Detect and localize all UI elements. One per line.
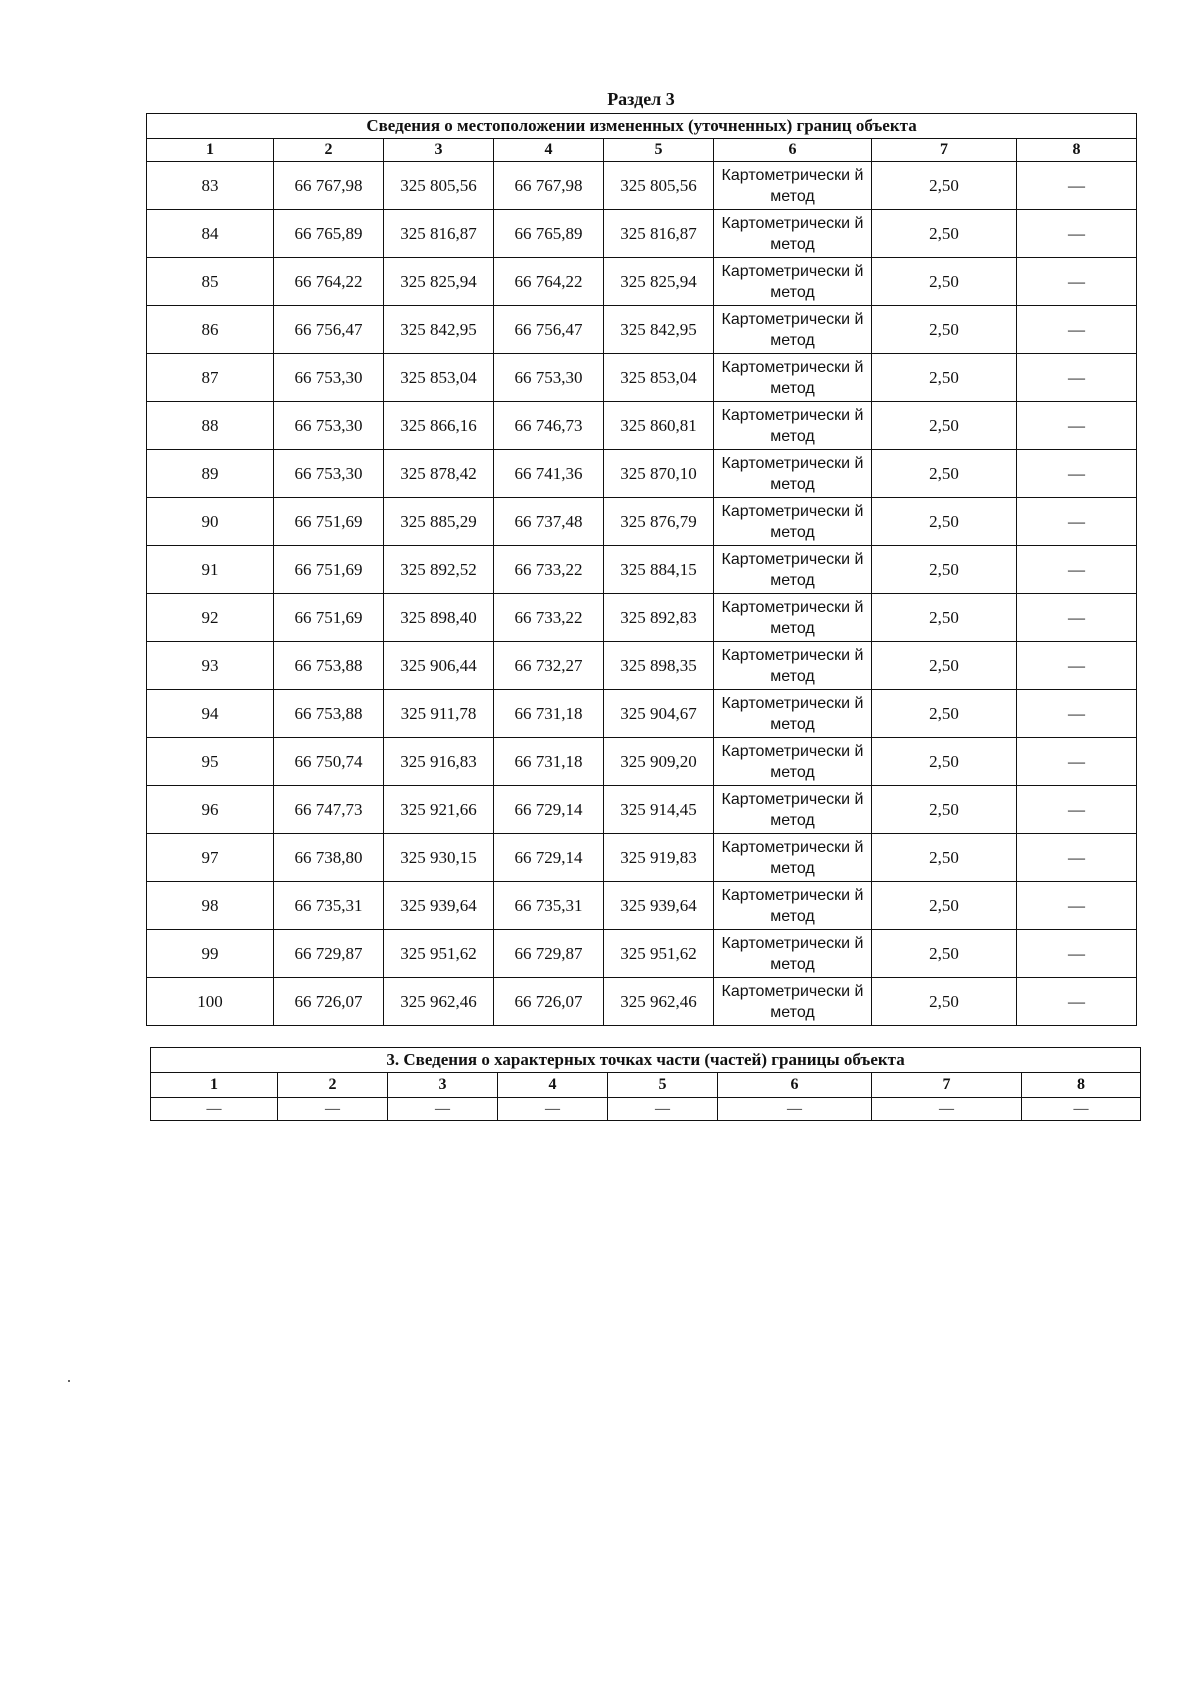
description-cell: —: [1017, 834, 1137, 882]
column-number: 1: [151, 1073, 278, 1098]
accuracy-cell: 2,50: [872, 402, 1017, 450]
table-row: [147, 930, 1137, 978]
x-new-cell: 66 753,30: [494, 354, 604, 402]
x-existing-cell: 66 747,73: [274, 786, 384, 834]
y-new-cell: 325 898,35: [604, 642, 714, 690]
description-cell: —: [1017, 306, 1137, 354]
accuracy-cell: 2,50: [872, 786, 1017, 834]
description-cell: —: [1017, 546, 1137, 594]
x-existing-cell: 66 735,31: [274, 882, 384, 930]
parts-empty-row: [151, 1098, 1141, 1121]
x-existing-cell: 66 765,89: [274, 210, 384, 258]
point-number-cell: 90: [147, 498, 274, 546]
table-row: [147, 594, 1137, 642]
empty-cell: —: [498, 1098, 608, 1121]
accuracy-cell: 2,50: [872, 930, 1017, 978]
point-number-cell: 95: [147, 738, 274, 786]
y-existing-cell: 325 878,42: [384, 450, 494, 498]
table-row: [147, 306, 1137, 354]
y-existing-cell: 325 885,29: [384, 498, 494, 546]
method-cell: Картометрически й метод: [714, 834, 872, 882]
x-new-cell: 66 737,48: [494, 498, 604, 546]
x-existing-cell: 66 726,07: [274, 978, 384, 1026]
y-new-cell: 325 876,79: [604, 498, 714, 546]
x-new-cell: 66 741,36: [494, 450, 604, 498]
table-row: [147, 450, 1137, 498]
x-new-cell: 66 729,87: [494, 930, 604, 978]
accuracy-cell: 2,50: [872, 258, 1017, 306]
method-cell: Картометрически й метод: [714, 978, 872, 1026]
method-cell: Картометрически й метод: [714, 354, 872, 402]
method-cell: Картометрически й метод: [714, 258, 872, 306]
table-row: [147, 882, 1137, 930]
point-number-cell: 96: [147, 786, 274, 834]
point-number-cell: 88: [147, 402, 274, 450]
empty-cell: —: [278, 1098, 388, 1121]
x-new-cell: 66 732,27: [494, 642, 604, 690]
y-existing-cell: 325 921,66: [384, 786, 494, 834]
description-cell: —: [1017, 738, 1137, 786]
accuracy-cell: 2,50: [872, 354, 1017, 402]
table-row: [147, 642, 1137, 690]
y-new-cell: 325 919,83: [604, 834, 714, 882]
x-existing-cell: 66 753,30: [274, 354, 384, 402]
y-new-cell: 325 914,45: [604, 786, 714, 834]
table-caption: Сведения о местоположении измененных (уточненных) границ объекта: [147, 114, 1137, 139]
x-existing-cell: 66 751,69: [274, 594, 384, 642]
x-existing-cell: 66 753,88: [274, 642, 384, 690]
y-new-cell: 325 805,56: [604, 162, 714, 210]
x-new-cell: 66 726,07: [494, 978, 604, 1026]
x-new-cell: 66 756,47: [494, 306, 604, 354]
description-cell: —: [1017, 402, 1137, 450]
x-existing-cell: 66 751,69: [274, 498, 384, 546]
point-number-cell: 83: [147, 162, 274, 210]
x-existing-cell: 66 767,98: [274, 162, 384, 210]
y-existing-cell: 325 898,40: [384, 594, 494, 642]
y-new-cell: 325 853,04: [604, 354, 714, 402]
description-cell: —: [1017, 786, 1137, 834]
accuracy-cell: 2,50: [872, 882, 1017, 930]
y-existing-cell: 325 916,83: [384, 738, 494, 786]
y-existing-cell: 325 951,62: [384, 930, 494, 978]
y-existing-cell: 325 939,64: [384, 882, 494, 930]
method-cell: Картометрически й метод: [714, 498, 872, 546]
accuracy-cell: 2,50: [872, 162, 1017, 210]
description-cell: —: [1017, 162, 1137, 210]
method-cell: Картометрически й метод: [714, 450, 872, 498]
description-cell: —: [1017, 450, 1137, 498]
y-new-cell: 325 951,62: [604, 930, 714, 978]
empty-cell: —: [718, 1098, 872, 1121]
point-number-cell: 93: [147, 642, 274, 690]
column-number: 5: [608, 1073, 718, 1098]
y-new-cell: 325 870,10: [604, 450, 714, 498]
y-new-cell: 325 939,64: [604, 882, 714, 930]
empty-cell: —: [151, 1098, 278, 1121]
empty-cell: —: [1022, 1098, 1141, 1121]
y-existing-cell: 325 911,78: [384, 690, 494, 738]
description-cell: —: [1017, 354, 1137, 402]
accuracy-cell: 2,50: [872, 690, 1017, 738]
y-existing-cell: 325 930,15: [384, 834, 494, 882]
table-row: [147, 690, 1137, 738]
point-number-cell: 94: [147, 690, 274, 738]
y-new-cell: 325 909,20: [604, 738, 714, 786]
x-new-cell: 66 733,22: [494, 546, 604, 594]
table-row: [147, 210, 1137, 258]
accuracy-cell: 2,50: [872, 546, 1017, 594]
x-existing-cell: 66 738,80: [274, 834, 384, 882]
accuracy-cell: 2,50: [872, 978, 1017, 1026]
scan-speck: [68, 1380, 70, 1382]
x-new-cell: 66 767,98: [494, 162, 604, 210]
description-cell: —: [1017, 978, 1137, 1026]
x-new-cell: 66 729,14: [494, 786, 604, 834]
x-existing-cell: 66 750,74: [274, 738, 384, 786]
column-number: 6: [718, 1073, 872, 1098]
column-number: 1: [147, 139, 274, 162]
point-number-cell: 87: [147, 354, 274, 402]
description-cell: —: [1017, 210, 1137, 258]
description-cell: —: [1017, 498, 1137, 546]
accuracy-cell: 2,50: [872, 594, 1017, 642]
y-new-cell: 325 860,81: [604, 402, 714, 450]
y-new-cell: 325 816,87: [604, 210, 714, 258]
accuracy-cell: 2,50: [872, 210, 1017, 258]
y-existing-cell: 325 805,56: [384, 162, 494, 210]
y-existing-cell: 325 906,44: [384, 642, 494, 690]
accuracy-cell: 2,50: [872, 642, 1017, 690]
column-number: 7: [872, 139, 1017, 162]
description-cell: —: [1017, 930, 1137, 978]
point-number-cell: 84: [147, 210, 274, 258]
x-existing-cell: 66 753,30: [274, 402, 384, 450]
parts-column-number-row: [151, 1073, 1141, 1098]
method-cell: Картометрически й метод: [714, 306, 872, 354]
column-number: 6: [714, 139, 872, 162]
method-cell: Картометрически й метод: [714, 882, 872, 930]
y-existing-cell: 325 816,87: [384, 210, 494, 258]
column-number: 2: [274, 139, 384, 162]
point-number-cell: 85: [147, 258, 274, 306]
boundary-table: [146, 113, 1137, 1026]
x-new-cell: 66 733,22: [494, 594, 604, 642]
point-number-cell: 89: [147, 450, 274, 498]
x-existing-cell: 66 756,47: [274, 306, 384, 354]
y-new-cell: 325 904,67: [604, 690, 714, 738]
column-number: 3: [388, 1073, 498, 1098]
y-existing-cell: 325 892,52: [384, 546, 494, 594]
x-new-cell: 66 765,89: [494, 210, 604, 258]
accuracy-cell: 2,50: [872, 834, 1017, 882]
x-new-cell: 66 731,18: [494, 690, 604, 738]
method-cell: Картометрически й метод: [714, 594, 872, 642]
table-row: [147, 354, 1137, 402]
point-number-cell: 99: [147, 930, 274, 978]
x-existing-cell: 66 764,22: [274, 258, 384, 306]
point-number-cell: 91: [147, 546, 274, 594]
description-cell: —: [1017, 258, 1137, 306]
x-existing-cell: 66 751,69: [274, 546, 384, 594]
x-existing-cell: 66 729,87: [274, 930, 384, 978]
x-new-cell: 66 735,31: [494, 882, 604, 930]
y-existing-cell: 325 853,04: [384, 354, 494, 402]
description-cell: —: [1017, 594, 1137, 642]
y-existing-cell: 325 866,16: [384, 402, 494, 450]
table-row: [147, 402, 1137, 450]
parts-table: [150, 1047, 1141, 1121]
point-number-cell: 97: [147, 834, 274, 882]
table-row: [147, 546, 1137, 594]
column-number: 5: [604, 139, 714, 162]
table-row: [147, 738, 1137, 786]
description-cell: —: [1017, 882, 1137, 930]
y-existing-cell: 325 962,46: [384, 978, 494, 1026]
description-cell: —: [1017, 690, 1137, 738]
column-number: 4: [498, 1073, 608, 1098]
table-row: [147, 978, 1137, 1026]
table-row: [147, 786, 1137, 834]
y-existing-cell: 325 842,95: [384, 306, 494, 354]
y-new-cell: 325 884,15: [604, 546, 714, 594]
column-number: 4: [494, 139, 604, 162]
table-caption-row: [147, 114, 1137, 139]
point-number-cell: 86: [147, 306, 274, 354]
method-cell: Картометрически й метод: [714, 738, 872, 786]
x-existing-cell: 66 753,30: [274, 450, 384, 498]
column-number-row: [147, 139, 1137, 162]
column-number: 8: [1022, 1073, 1141, 1098]
accuracy-cell: 2,50: [872, 738, 1017, 786]
column-number: 8: [1017, 139, 1137, 162]
x-existing-cell: 66 753,88: [274, 690, 384, 738]
table-row: [147, 258, 1137, 306]
section-title: Раздел 3: [607, 89, 675, 109]
accuracy-cell: 2,50: [872, 306, 1017, 354]
y-new-cell: 325 825,94: [604, 258, 714, 306]
x-new-cell: 66 746,73: [494, 402, 604, 450]
parts-caption: 3. Сведения о характерных точках части (частей) границы объекта: [151, 1048, 1141, 1073]
method-cell: Картометрически й метод: [714, 546, 872, 594]
y-new-cell: 325 962,46: [604, 978, 714, 1026]
empty-cell: —: [388, 1098, 498, 1121]
point-number-cell: 100: [147, 978, 274, 1026]
empty-cell: —: [608, 1098, 718, 1121]
method-cell: Картометрически й метод: [714, 690, 872, 738]
column-number: 3: [384, 139, 494, 162]
table-row: [147, 834, 1137, 882]
column-number: 7: [872, 1073, 1022, 1098]
method-cell: Картометрически й метод: [714, 930, 872, 978]
x-new-cell: 66 729,14: [494, 834, 604, 882]
method-cell: Картометрически й метод: [714, 162, 872, 210]
y-new-cell: 325 842,95: [604, 306, 714, 354]
x-new-cell: 66 731,18: [494, 738, 604, 786]
method-cell: Картометрически й метод: [714, 210, 872, 258]
empty-cell: —: [872, 1098, 1022, 1121]
method-cell: Картометрически й метод: [714, 786, 872, 834]
table-row: [147, 162, 1137, 210]
accuracy-cell: 2,50: [872, 498, 1017, 546]
point-number-cell: 92: [147, 594, 274, 642]
method-cell: Картометрически й метод: [714, 642, 872, 690]
y-existing-cell: 325 825,94: [384, 258, 494, 306]
parts-caption-row: [151, 1048, 1141, 1073]
column-number: 2: [278, 1073, 388, 1098]
point-number-cell: 98: [147, 882, 274, 930]
accuracy-cell: 2,50: [872, 450, 1017, 498]
description-cell: —: [1017, 642, 1137, 690]
method-cell: Картометрически й метод: [714, 402, 872, 450]
x-new-cell: 66 764,22: [494, 258, 604, 306]
y-new-cell: 325 892,83: [604, 594, 714, 642]
table-row: [147, 498, 1137, 546]
